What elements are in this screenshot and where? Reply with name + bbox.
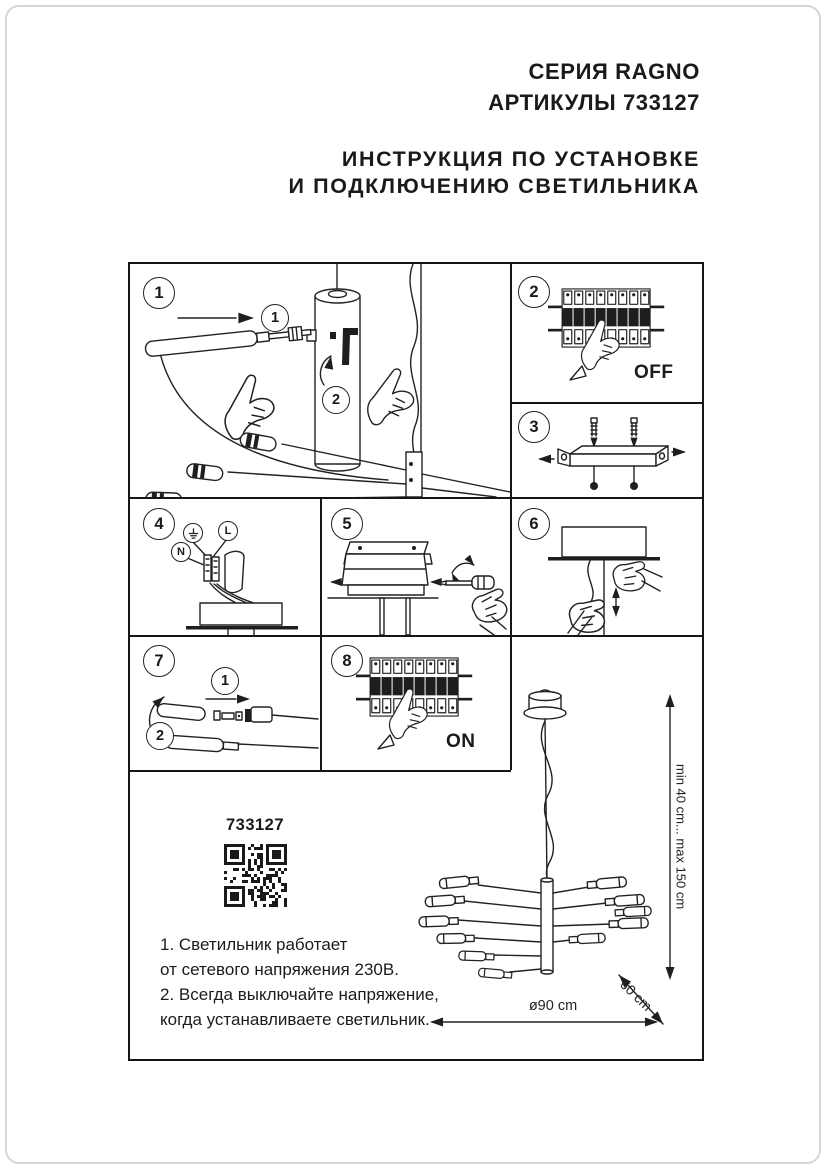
substep-number: 2 — [146, 722, 174, 750]
articles-title: АРТИКУЛЫ 733127 — [488, 90, 700, 115]
substep-number: 1 — [211, 667, 239, 695]
step-number: 3 — [518, 411, 550, 443]
dimension-height-label: min 40 cm... max 150 cm — [673, 763, 689, 910]
step-number: 5 — [331, 508, 363, 540]
panel-step4-wiring — [130, 497, 320, 635]
dimension-depth-label: 60 cm — [616, 976, 656, 1014]
panel-step5-fix-canopy — [320, 497, 510, 635]
dimension-diameter-label: ø90 cm — [528, 998, 578, 1014]
note-line: от сетевого напряжения 230В. — [160, 960, 399, 979]
article-number: 733127 — [225, 816, 285, 834]
step-number: 1 — [143, 277, 175, 309]
note-line: 2. Всегда выключайте напряжение, — [160, 985, 439, 1004]
substep-number: 1 — [261, 304, 289, 332]
instruction-grid — [128, 262, 704, 1061]
step-number: 4 — [143, 508, 175, 540]
qr-code — [224, 844, 287, 907]
instruction-title-line2: И ПОДКЛЮЧЕНИЮ СВЕТИЛЬНИКА — [288, 174, 700, 198]
safety-notes — [160, 932, 460, 1032]
panel-step7-screw-tubes — [130, 635, 320, 770]
series-title: СЕРИЯ RAGNO — [528, 59, 700, 84]
step-number: 8 — [331, 645, 363, 677]
step-number: 6 — [518, 508, 550, 540]
document-header — [289, 56, 700, 200]
neutral-terminal-badge: N — [171, 542, 191, 562]
panel-step3-mounting-bracket — [510, 402, 702, 497]
ground-symbol-icon — [188, 528, 199, 539]
breaker-on-label: ON — [446, 731, 476, 752]
panel-step6-adjust-height — [510, 497, 702, 635]
substep-number: 2 — [322, 386, 350, 414]
note-line: когда устанавливаете светильник. — [160, 1010, 430, 1029]
rod-assembly-drawing — [130, 264, 510, 497]
breaker-off-label: OFF — [634, 362, 674, 383]
instruction-title-line1: ИНСТРУКЦИЯ ПО УСТАНОВКЕ — [341, 147, 700, 171]
step-number: 2 — [518, 276, 550, 308]
step-number: 7 — [143, 645, 175, 677]
ground-terminal-badge — [183, 523, 203, 543]
note-line: 1. Светильник работает — [160, 935, 348, 954]
live-terminal-badge: L — [218, 521, 238, 541]
panel-step1-assemble-rods — [130, 264, 510, 497]
panel-step2-power-off — [510, 264, 702, 402]
chandelier-dimension-drawing — [417, 677, 702, 1042]
